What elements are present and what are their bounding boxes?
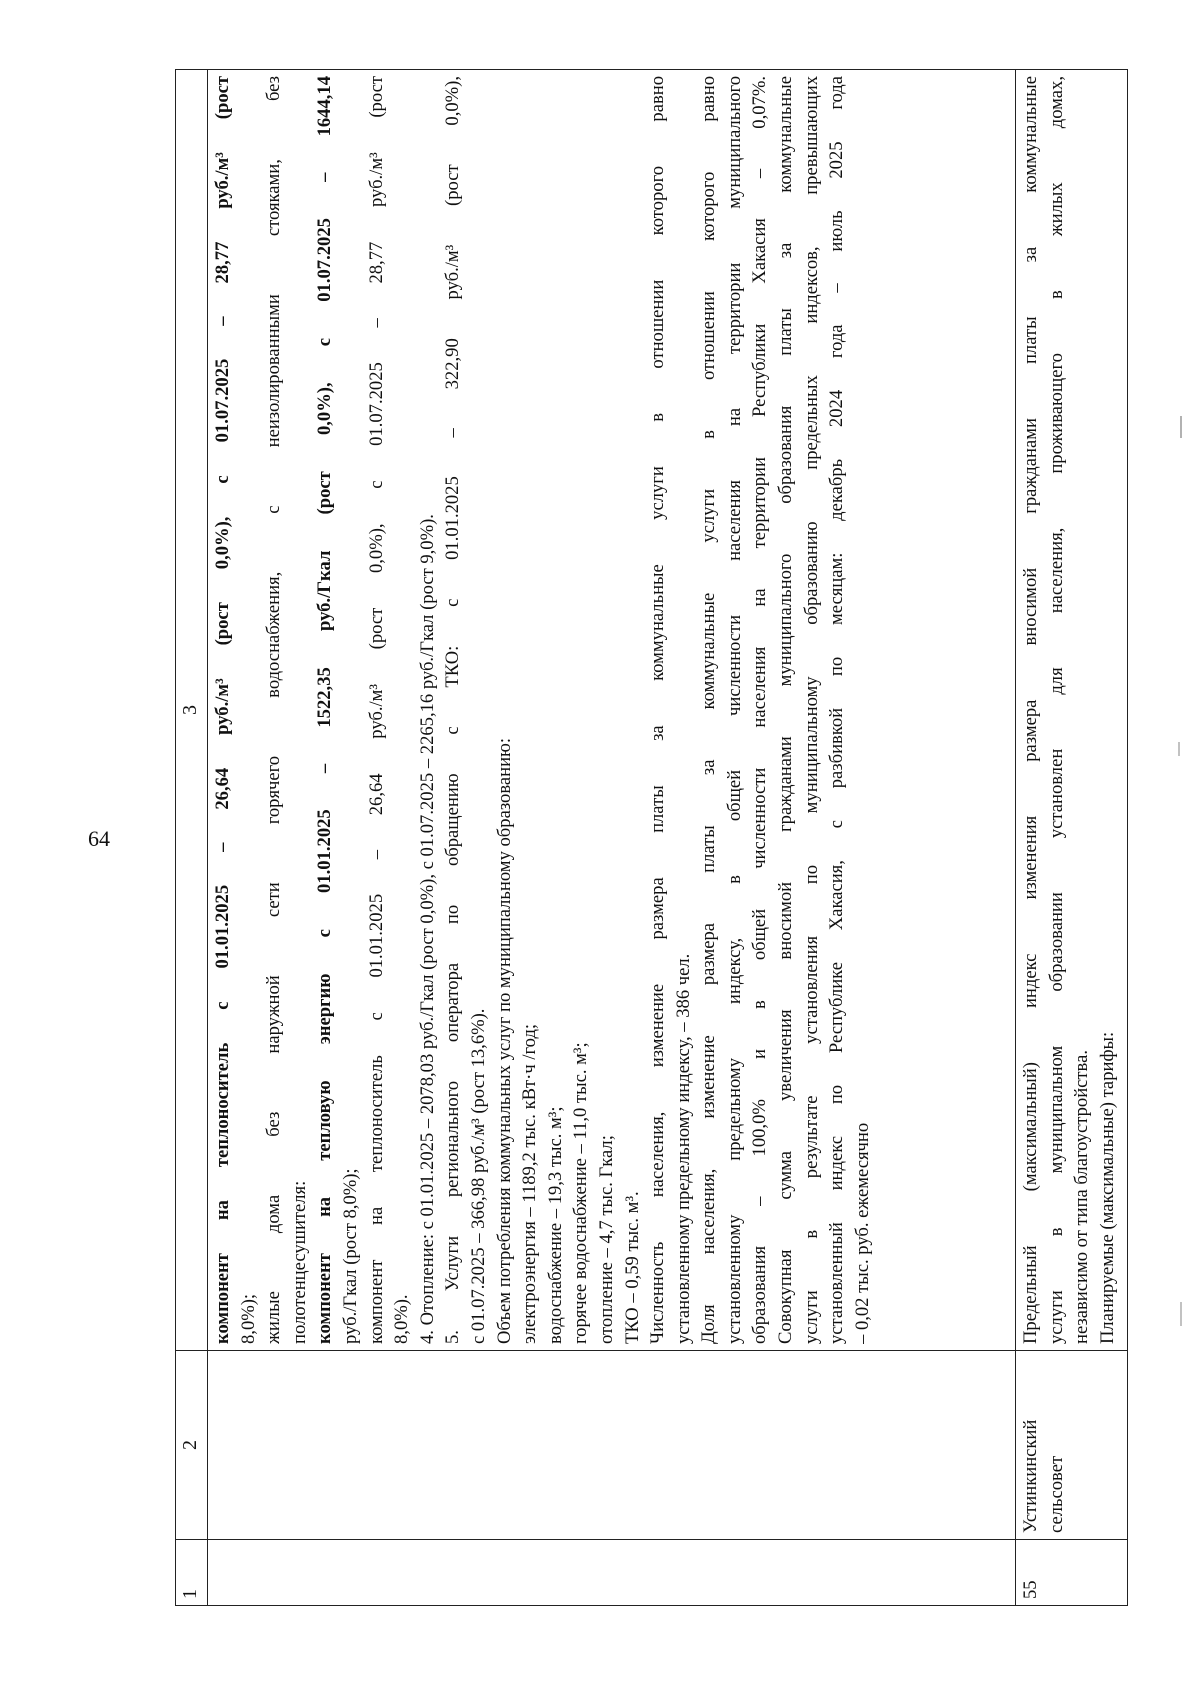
- text-line: компонент на теплоноситель с 01.01.2025 – 26,64 руб./м³ (рост 0,0%), с 01.07.2025 – 28,77 руб./м³ (рост: [365, 76, 387, 1344]
- text-line: Доля населения, изменение размера платы за коммунальные услуги в отношении которого равно: [698, 76, 720, 1344]
- text-line: Численность населения, изменение размера платы за коммунальные услуги в отношении которого равно: [647, 76, 669, 1344]
- text-line: установленному предельному индексу, – 386 чел.: [672, 953, 694, 1344]
- text-line: услуги в результате установления по муниципальному образованию предельных индексов, превышающих: [800, 76, 822, 1344]
- municipality-name-line: Устинкинский: [1020, 1419, 1041, 1533]
- row-55: [1016, 70, 1128, 1606]
- text-line: услуги в муниципальном образовании установлен для населения, проживающего в жилых домах,: [1045, 76, 1067, 1344]
- cont-num-cell: [208, 1540, 1016, 1606]
- tariff-table: [175, 69, 1128, 1606]
- text-line: установленному предельному индексу, в общей численности населения на территории муниципального: [723, 76, 745, 1344]
- text-line: руб./Гкал (рост 8,0%);: [339, 1168, 361, 1344]
- header-col-2: 2: [176, 1351, 208, 1540]
- text-line: электроэнергия – 1189,2 тыс. кВт·ч /год;: [519, 1023, 541, 1344]
- text-line: ТКО – 0,59 тыс. м³.: [621, 1191, 643, 1344]
- row-55-text: [1016, 70, 1128, 1351]
- text-line: образования – 100,0% и в общей численности населения на территории Республики Хакасия – 0,07%.: [749, 76, 771, 1344]
- text-line: горячее водоснабжение – 11,0 тыс. м³;: [570, 1042, 592, 1344]
- cont-text-cell: [208, 70, 1016, 1351]
- text-line: Объем потребления коммунальных услуг по муниципальному образованию:: [493, 737, 515, 1344]
- text-line: полотенцесушителя:: [288, 1180, 310, 1344]
- text-line: компонент на теплоноситель с 01.01.2025 – 26,64 руб./м³ (рост 0,0%), с 01.07.2025 – 28,77 руб./м³ (рост: [212, 76, 233, 1344]
- text-line: – 0,02 тыс. руб. ежемесячно: [851, 1122, 873, 1344]
- scan-mark: [1178, 742, 1180, 756]
- municipality-name: [1016, 1351, 1128, 1540]
- scan-mark: [1180, 1302, 1182, 1326]
- header-row: [176, 70, 208, 1606]
- text-line: с 01.07.2025 – 366,98 руб./м³ (рост 13,6%).: [467, 1008, 489, 1344]
- text-line: водоснабжение – 19,3 тыс. м³;: [544, 1106, 566, 1344]
- text-line: компонент на тепловую энергию с 01.01.2025 – 1522,35 руб./Гкал (рост 0,0%), с 01.07.2025 – 1644,14: [314, 76, 336, 1344]
- text-line: независимо от типа благоустройства.: [1071, 1050, 1093, 1344]
- text-line: Предельный (максимальный) индекс изменения размера вносимой гражданами платы за коммунальные: [1020, 76, 1041, 1344]
- cont-name-cell: [208, 1351, 1016, 1540]
- text-line: отопление – 4,7 тыс. Гкал;: [595, 1135, 617, 1344]
- header-col-3: 3: [176, 70, 208, 1351]
- text-line: 8,0%);: [237, 1293, 259, 1344]
- text-line: 4. Отопление: с 01.01.2025 – 2078,03 руб./Гкал (рост 0,0%), с 01.07.2025 – 2265,16 руб./Гкал (рост 9,0%).: [416, 514, 438, 1344]
- text-line: Совокупная сумма увеличения вносимой гражданами муниципального образования платы за коммунальные: [775, 76, 797, 1344]
- text-line: 5. Услуги регионального оператора по обращению с ТКО: с 01.01.2025 – 322,90 руб./м³ (рост 0,0%),: [442, 76, 464, 1344]
- text-line: установленный индекс по Республике Хакасия, с разбивкой по месяцам: декабрь 2024 года – июль 2025 года: [826, 76, 848, 1344]
- page-number: 64: [88, 826, 110, 851]
- header-col-1: 1: [176, 1540, 208, 1606]
- rotated-document: [175, 76, 1175, 1606]
- row-number: 55: [1016, 1540, 1128, 1606]
- scan-mark: [1180, 416, 1182, 438]
- text-line: 8,0%).: [391, 1294, 413, 1344]
- continuation-row: [208, 70, 1016, 1606]
- text-line: Планируемые (максимальные) тарифы:: [1096, 1031, 1118, 1344]
- text-line: жилые дома без наружной сети горячего водоснабжения, с неизолированными стояками, без: [263, 76, 285, 1344]
- municipality-name-line: сельсовет: [1045, 1455, 1067, 1533]
